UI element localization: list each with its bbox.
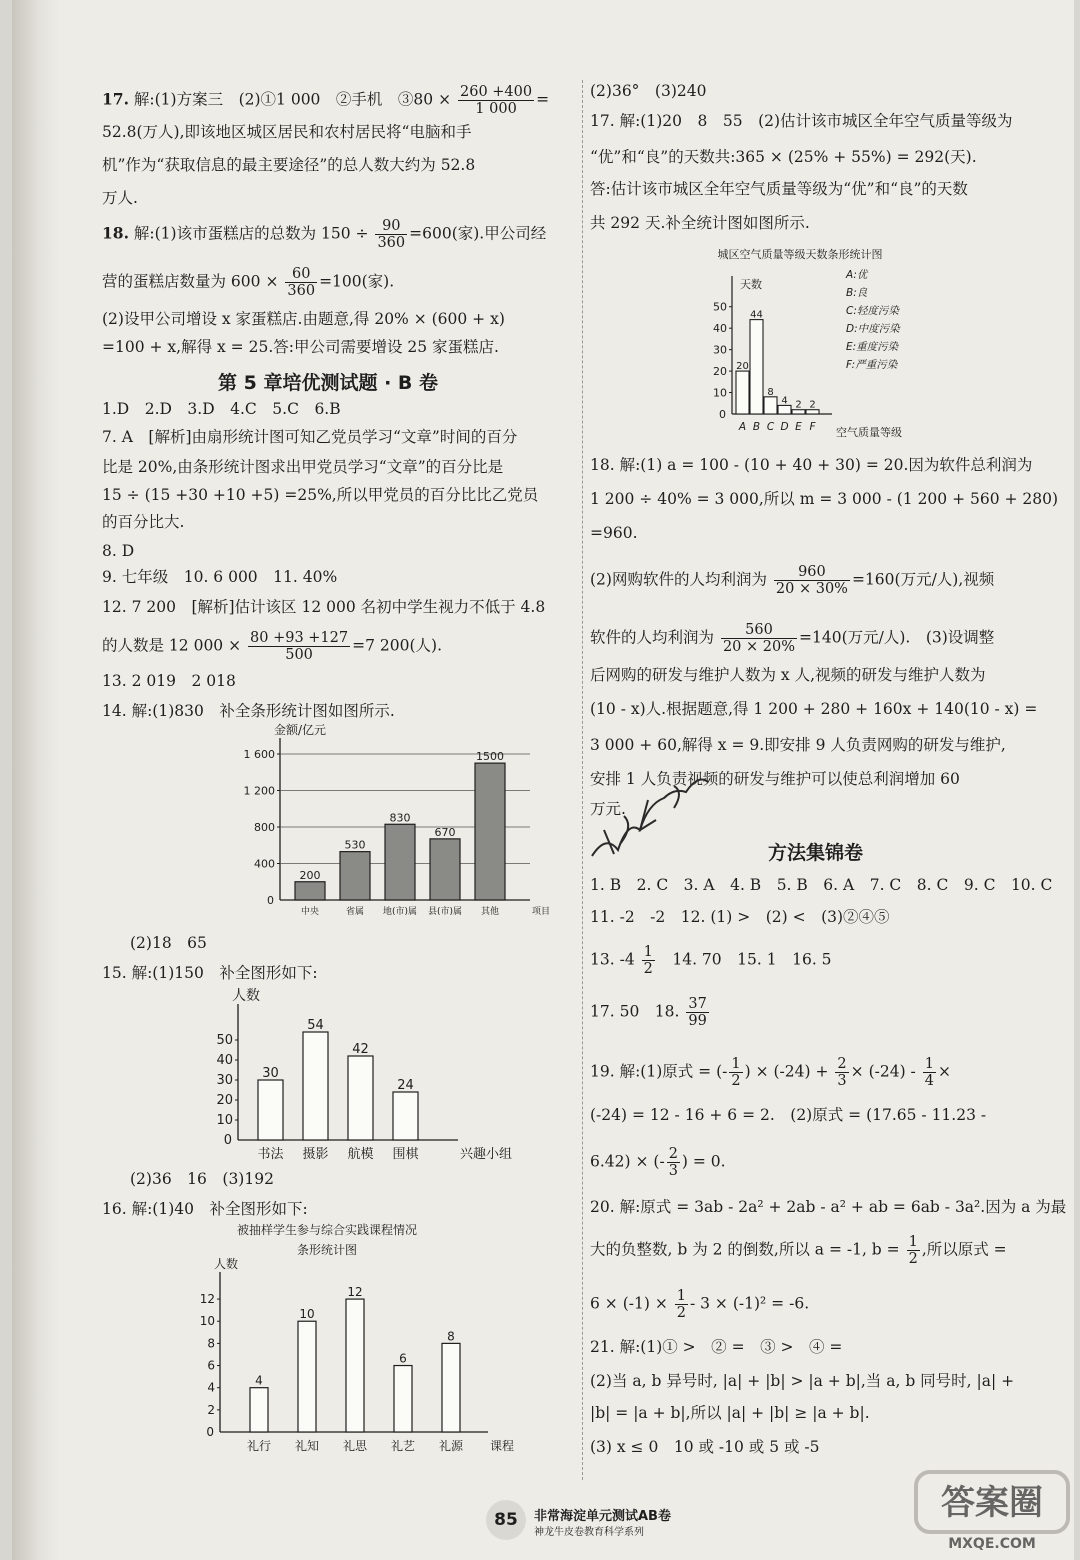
left-q17-line3: 机”作为“获取信息的最主要途径”的总人数大约为 52.8 xyxy=(102,156,476,174)
answer-page xyxy=(12,0,1074,1560)
handwritten-scribble xyxy=(584,760,724,870)
y-tick-label: 2 xyxy=(207,1402,215,1417)
category-label: B xyxy=(752,421,761,433)
category-label: D xyxy=(780,421,789,433)
bar-航模 xyxy=(348,1056,373,1140)
bar-value-label: 30 xyxy=(262,1066,279,1081)
right-q17-line4: 共 292 天.补全统计图如图所示. xyxy=(590,214,810,232)
right-q20-line2: 大的负整数, b 为 2 的倒数,所以 a = -1, b = $\frac{1}{2}$ ,所以原式 = xyxy=(590,1234,1007,1267)
left-q7-line2: 比是 20%,由条形统计图求出甲党员学习“文章”的百分比是 xyxy=(102,458,504,476)
footer-series-subtitle: 神龙牛皮卷教育科学系列 xyxy=(534,1527,644,1538)
bar-value-label: 4 xyxy=(781,395,788,407)
bar-D xyxy=(778,405,791,414)
left-q17-line2: 52.8(万人),即该地区城区居民和农村居民将“电脑和手 xyxy=(102,123,472,141)
right-q18-line10: 万元. xyxy=(590,800,626,818)
y-tick-label: 4 xyxy=(207,1380,215,1395)
chart-title: 城区空气质量等级天数条形统计图 xyxy=(717,248,883,261)
y-axis-title: 人数 xyxy=(214,1257,239,1271)
y-tick-label: 1 600 xyxy=(243,748,275,761)
bar-value-label: 8 xyxy=(447,1329,455,1344)
left-q18-line2: 营的蛋糕店数量为 600 × $\frac{60}{360}$ =100(家). xyxy=(102,266,395,299)
y-tick-label: 10 xyxy=(216,1113,233,1128)
footer-series-title: 非常海淀单元测试AB卷 xyxy=(534,1509,671,1524)
y-axis-title: 金额/亿元 xyxy=(274,723,327,737)
left-q9-11: 9. 七年级 10. 6 000 11. 40% xyxy=(102,568,338,586)
right-q19-line1: 19. 解:(1)原式 = (- $\frac{1}{2}$ ) × (-24) + $\frac{2}{3}$ × (-24) - $\frac{1}{4}$ × xyxy=(590,1056,951,1089)
bar-省属 xyxy=(340,852,370,900)
legend-entry: D:中度污染 xyxy=(846,323,900,335)
left-q15-line2: (2)36 16 (3)192 xyxy=(130,1170,274,1188)
right-ans-11-12: 11. -2 -2 12. (1) > (2) < (3)②④⑤ xyxy=(590,908,890,926)
category-label: C xyxy=(766,421,775,433)
bar-其他 xyxy=(475,763,505,900)
bar-礼行 xyxy=(250,1388,268,1432)
left-q18-line4: =100 + x,解得 x = 25.答:甲公司需要增设 25 家蛋糕店. xyxy=(102,338,499,356)
x-axis-title: 兴趣小组 xyxy=(460,1147,513,1162)
page-binding-shadow xyxy=(12,0,60,1560)
left-q18-line3: (2)设甲公司增设 x 家蛋糕店.由题意,得 20% × (600 + x) xyxy=(102,310,505,328)
right-q18-line7: (10 - x)人.根据题意,得 1 200 + 280 + 160x + 140(10 - x) = xyxy=(590,700,1038,718)
bar-A xyxy=(736,371,749,414)
page-number: 85 xyxy=(486,1500,526,1540)
svg-text:MXQE.COM: MXQE.COM xyxy=(948,1536,1036,1552)
left-q12-line1: 12. 7 200 [解析]估计该区 12 000 名初中学生视力不低于 4.8 xyxy=(102,598,546,616)
legend-entry: B:良 xyxy=(846,287,868,299)
legend-entry: A:优 xyxy=(846,269,868,281)
bar-value-label: 830 xyxy=(389,811,411,825)
bar-value-label: 12 xyxy=(347,1285,363,1300)
right-q18-line1: 18. 解:(1) a = 100 - (10 + 40 + 30) = 20.因为软件总利润为 xyxy=(590,456,1033,474)
category-label: 礼行 xyxy=(246,1439,272,1453)
bar-value-label: 2 xyxy=(809,399,816,411)
category-label: 省属 xyxy=(345,907,365,917)
y-tick-label: 20 xyxy=(713,365,727,379)
y-tick-label: 8 xyxy=(207,1336,215,1351)
right-q17-line2: “优”和“良”的天数共:365 × (25% + 55%) = 292(天). xyxy=(590,148,977,166)
right-ans-17-18: 17. 50 18. $\frac{37}{99}$ xyxy=(590,996,707,1029)
right-top-line: (2)36° (3)240 xyxy=(590,82,707,100)
chart-title-line2: 条形统计图 xyxy=(296,1243,358,1257)
bar-value-label: 1500 xyxy=(476,750,504,764)
category-label: 县(市)属 xyxy=(427,907,463,917)
chart-air-quality xyxy=(702,244,1042,440)
left-q12-line2: 的人数是 12 000 × $\frac{80 +93 +127}{500}$ =7 200(人). xyxy=(102,630,443,663)
category-label: E xyxy=(795,421,802,433)
left-ans-1-6: 1.D 2.D 3.D 4.C 5.C 6.B xyxy=(102,400,341,418)
bar-value-label: 2 xyxy=(795,399,802,411)
right-ans-13-16: 13. -4 $\frac{1}{2}$ 14. 70 15. 1 16. 5 xyxy=(590,944,832,977)
origin-label: 0 xyxy=(206,1425,214,1439)
y-tick-label: 12 xyxy=(199,1292,215,1307)
category-label: 其他 xyxy=(480,907,500,917)
left-q17-line4: 万人. xyxy=(102,189,138,207)
left-q7-line3: 15 ÷ (15 +30 +10 +5) =25%,所以甲党员的百分比比乙党员 xyxy=(102,486,539,504)
y-tick-label: 6 xyxy=(207,1358,215,1373)
chart-q16 xyxy=(199,1223,602,1456)
right-q21-line2: (2)当 a, b 异号时, |a| + |b| > |a + b|,当 a, b 同号时, |a| + xyxy=(590,1372,1015,1390)
right-q18-line2: 1 200 ÷ 40% = 3 000,所以 m = 3 000 - (1 200 + 560 + 280) xyxy=(590,490,1059,508)
category-label: F xyxy=(809,421,816,433)
category-label: 航模 xyxy=(347,1147,374,1162)
right-q21-line1: 21. 解:(1)① > ② = ③ > ④ = xyxy=(590,1338,843,1356)
right-q18-line3: =960. xyxy=(590,524,638,542)
origin-label: 0 xyxy=(223,1133,232,1148)
category-label: 地(市)属 xyxy=(382,907,418,917)
legend-entry: F:严重污染 xyxy=(846,359,898,371)
right-q18-line8: 3 000 + 60,解得 x = 9.即安排 9 人负责网购的研发与维护, xyxy=(590,736,1006,754)
bar-县(市)属 xyxy=(430,839,460,900)
left-q14-line1: 14. 解:(1)830 补全条形统计图如图所示. xyxy=(102,702,395,720)
origin-label: 0 xyxy=(719,408,726,421)
category-label: 中央 xyxy=(300,907,320,917)
category-label: 书法 xyxy=(257,1147,284,1162)
y-tick-label: 400 xyxy=(254,857,275,871)
y-tick-label: 50 xyxy=(216,1033,233,1048)
right-section-title: 方法集锦卷 xyxy=(768,842,864,864)
right-ans-1-10: 1. B 2. C 3. A 4. B 5. B 6. A 7. C 8. C 9. C 10. C xyxy=(590,876,1053,894)
left-q7-line4: 的百分比大. xyxy=(102,513,185,531)
bar-value-label: 530 xyxy=(344,838,366,852)
x-axis-title: 项目 xyxy=(532,907,551,917)
right-q20-line3: 6 × (-1) × $\frac{1}{2}$ - 3 × (-1)² = -6. xyxy=(590,1288,810,1321)
watermark-logo xyxy=(912,1468,1072,1554)
bar-value-label: 4 xyxy=(255,1373,263,1388)
right-q18-line4: (2)网购软件的人均利润为 $\frac{960}{20 \times 30\%}$ =160(万元/人),视频 xyxy=(590,564,995,597)
bar-礼知 xyxy=(298,1321,316,1432)
chart-q14 xyxy=(232,724,582,924)
category-label: 礼知 xyxy=(294,1439,320,1453)
right-q20-line1: 20. 解:原式 = 3ab - 2a² + 2ab - a² + ab = 6ab - 3a².因为 a 为最 xyxy=(590,1198,1067,1216)
y-axis-title: 天数 xyxy=(740,278,762,291)
right-q17-line1: 17. 解:(1)20 8 55 (2)估计该市城区全年空气质量等级为 xyxy=(590,112,1013,130)
left-q13: 13. 2 019 2 018 xyxy=(102,672,236,690)
category-label: 摄影 xyxy=(302,1147,329,1162)
category-label: 围棋 xyxy=(392,1147,419,1162)
bar-value-label: 8 xyxy=(767,386,774,398)
y-tick-label: 1 200 xyxy=(243,784,275,798)
left-section-title: 第 5 章培优测试题 · B 卷 xyxy=(218,372,438,394)
category-label: 礼源 xyxy=(438,1439,464,1453)
y-tick-label: 800 xyxy=(254,821,275,834)
left-q16-line1: 16. 解:(1)40 补全图形如下: xyxy=(102,1200,308,1218)
y-tick-label: 50 xyxy=(713,300,727,314)
bar-围棋 xyxy=(393,1092,418,1140)
category-label: 礼思 xyxy=(342,1439,368,1453)
bar-中央 xyxy=(295,882,325,900)
bar-value-label: 200 xyxy=(299,868,321,882)
left-q15-line1: 15. 解:(1)150 补全图形如下: xyxy=(102,964,318,982)
right-q18-line6: 后网购的研发与维护人数为 x 人,视频的研发与维护人数为 xyxy=(590,666,986,684)
bar-B xyxy=(750,320,763,414)
left-q18-line1: 18. 解:(1)该市蛋糕店的总数为 150 ÷ $\frac{90}{360}$ =600(家).甲公司经 xyxy=(102,218,547,251)
bar-礼艺 xyxy=(394,1366,412,1432)
x-axis-title: 空气质量等级 xyxy=(836,426,902,439)
y-tick-label: 10 xyxy=(713,386,727,400)
right-q21-line4: (3) x ≤ 0 10 或 -10 或 5 或 -5 xyxy=(590,1438,820,1456)
bar-value-label: 24 xyxy=(397,1078,414,1093)
category-label: 礼艺 xyxy=(390,1439,416,1453)
left-q17-line1: 17. 解:(1)方案三 (2)①1 000 ②手机 ③80 × $\frac{260 +400}{1 000}$ = xyxy=(102,84,550,117)
bar-书法 xyxy=(258,1080,283,1140)
origin-label: 0 xyxy=(267,894,274,907)
right-q21-line3: |b| = |a + b|,所以 |a| + |b| ≥ |a + b|. xyxy=(590,1404,870,1422)
legend-entry: C:轻度污染 xyxy=(846,305,899,317)
right-q17-line3: 答:估计该市城区全年空气质量等级为“优”和“良”的天数 xyxy=(590,180,968,198)
y-tick-label: 30 xyxy=(713,343,727,357)
category-label: A xyxy=(738,421,747,433)
bar-value-label: 670 xyxy=(434,825,456,839)
y-tick-label: 10 xyxy=(199,1314,215,1329)
y-tick-label: 40 xyxy=(713,322,727,336)
x-axis-title: 课程 xyxy=(490,1439,515,1453)
bar-value-label: 20 xyxy=(736,361,749,373)
right-q18-line9: 安排 1 人负责视频的研发与维护可以使总利润增加 60 xyxy=(590,770,960,788)
legend-entry: E:重度污染 xyxy=(846,341,899,353)
bar-value-label: 6 xyxy=(399,1351,407,1366)
right-q18-line5: 软件的人均利润为 $\frac{560}{20 \times 20\%}$ =140(万元/人). (3)设调整 xyxy=(590,622,995,655)
left-q7-line1: 7. A [解析]由扇形统计图可知乙党员学习“文章”时间的百分 xyxy=(102,428,518,446)
chart-title-line1: 被抽样学生参与综合实践课程情况 xyxy=(236,1223,418,1237)
y-tick-label: 30 xyxy=(216,1073,233,1088)
right-q19-line3: 6.42) × (- $\frac{2}{3}$ ) = 0. xyxy=(590,1146,726,1179)
bar-value-label: 42 xyxy=(352,1042,369,1057)
left-q14-line2: (2)18 65 xyxy=(130,934,207,952)
left-q8: 8. D xyxy=(102,542,135,560)
bar-value-label: 54 xyxy=(307,1018,324,1033)
chart-q15 xyxy=(202,986,602,1164)
bar-地(市)属 xyxy=(385,824,415,900)
bar-礼思 xyxy=(346,1299,364,1432)
svg-text:答案圈: 答案圈 xyxy=(941,1483,1043,1523)
bar-礼源 xyxy=(442,1343,460,1432)
bar-C xyxy=(764,397,777,414)
bar-value-label: 10 xyxy=(299,1307,315,1322)
bar-value-label: 44 xyxy=(750,309,763,321)
bar-摄影 xyxy=(303,1032,328,1140)
y-tick-label: 40 xyxy=(216,1053,233,1068)
right-q19-line2: (-24) = 12 - 16 + 6 = 2. (2)原式 = (17.65 - 11.23 - xyxy=(590,1106,987,1124)
y-tick-label: 20 xyxy=(216,1093,233,1108)
y-axis-title: 人数 xyxy=(232,988,260,1004)
